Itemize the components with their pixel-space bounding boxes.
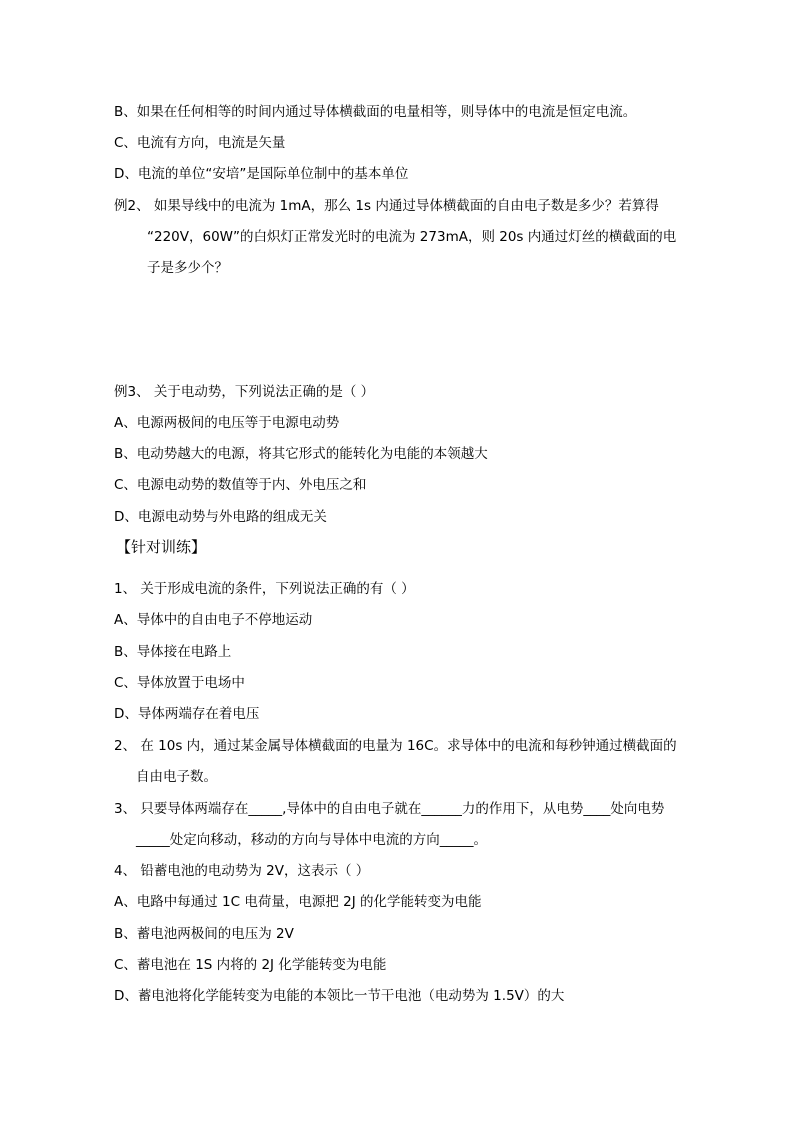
example-3-option-d: D、电源电动势与外电路的组成无关 bbox=[114, 509, 327, 525]
example-3-option-a: A、电源两极间的电压等于电源电动势 bbox=[114, 415, 340, 431]
question-4-option-c: C、蓄电池在 1S 内将的 2J 化学能转变为电能 bbox=[114, 957, 387, 973]
question-3-line-2: _____处定向移动，移动的方向与导体中电流的方向_____。 bbox=[136, 832, 487, 848]
example-3-option-b: B、电动势越大的电源，将其它形式的能转化为电能的本领越大 bbox=[114, 446, 488, 462]
question-1: 1、 关于形成电流的条件，下列说法正确的有（ ） bbox=[114, 581, 415, 597]
section-heading-practice: 【针对训练】 bbox=[116, 538, 207, 556]
option-b-constant-current: B、如果在任何相等的时间内通过导体横截面的电量相等，则导体中的电流是恒定电流。 bbox=[114, 104, 637, 120]
example-3-option-c: C、电源电动势的数值等于内、外电压之和 bbox=[114, 477, 367, 493]
question-4-option-b: B、蓄电池两极间的电压为 2V bbox=[114, 926, 294, 942]
question-2-line-2: 自由电子数。 bbox=[136, 769, 217, 785]
question-4-option-d: D、蓄电池将化学能转变为电能的本领比一节干电池（电动势为 1.5V）的大 bbox=[114, 988, 565, 1004]
example-3-question: 例3、 关于电动势，下列说法正确的是（ ） bbox=[114, 384, 375, 400]
option-d-ampere-unit: D、电流的单位“安培”是国际单位制中的基本单位 bbox=[114, 166, 409, 182]
question-1-option-c: C、导体放置于电场中 bbox=[114, 675, 245, 691]
option-c-current-vector: C、电流有方向，电流是矢量 bbox=[114, 135, 286, 151]
question-2-line-1: 2、 在 10s 内，通过某金属导体横截面的电量为 16C。求导体中的电流和每秒钟通过横截面的 bbox=[114, 738, 677, 754]
question-1-option-a: A、导体中的自由电子不停地运动 bbox=[114, 612, 313, 628]
example-2-line-3: 子是多少个？ bbox=[147, 260, 228, 276]
question-1-option-d: D、导体两端存在着电压 bbox=[114, 706, 260, 722]
question-4: 4、 铅蓄电池的电动势为 2V，这表示（ ） bbox=[114, 863, 370, 879]
question-1-option-b: B、导体接在电路上 bbox=[114, 644, 232, 660]
example-2-line-2: “220V，60W”的白炽灯正常发光时的电流为 273mA，则 20s 内通过灯丝的横截面的电 bbox=[147, 229, 677, 245]
question-4-option-a: A、电路中每通过 1C 电荷量，电源把 2J 的化学能转变为电能 bbox=[114, 894, 482, 910]
example-2-line-1: 例2、 如果导线中的电流为 1mA，那么 1s 内通过导体横截面的自由电子数是多少？若算得 bbox=[114, 198, 659, 214]
question-3-line-1: 3、 只要导体两端存在_____,导体中的自由电子就在______力的作用下，从电势____处向电势 bbox=[114, 801, 665, 817]
